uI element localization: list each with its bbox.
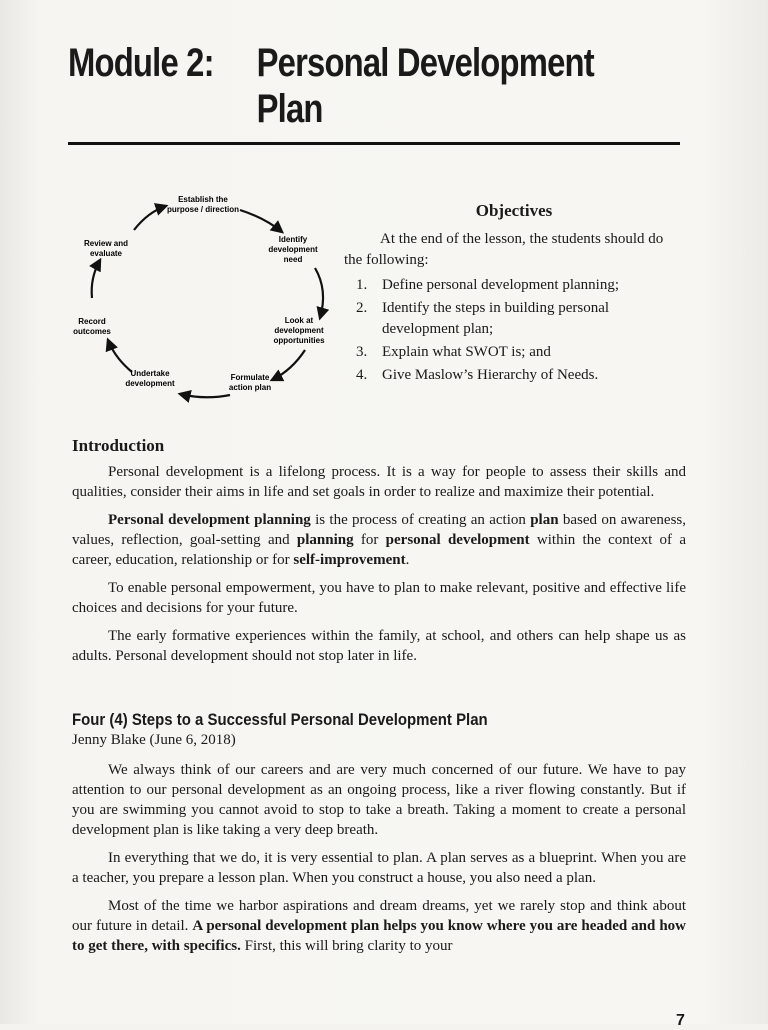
cycle-step-1a: Establish the [178,195,228,204]
title-line-2: Plan [256,87,323,131]
objectives-list [344,275,684,386]
steps-paragraph-1: We always think of our careers and are very much concerned of our future. We have to pay attention to our personal development as an ongoing process, like a river flowing constantly. But if you are swimming you cannot avoid to stop to take a breath. Taking a moment to create a personal development plan is like taking a very deep breath. [72,762,686,838]
cycle-step-6a: Record [78,317,106,326]
objective-item: 4. Give Maslow’s Hierarchy of Needs. [356,367,599,383]
module-label: Module 2: [68,41,214,85]
introduction-paragraph-1: Personal development is a lifelong process. It is a way for people to assess their skills and qualities, consider their aims in life and set goals in order to realize and maximize their potential. [72,464,686,500]
cycle-arrow-6 [92,260,100,298]
cycle-arrow-2 [315,268,323,318]
cycle-step-7b: evaluate [89,249,123,258]
cycle-step-2b: development [268,245,318,254]
objective-item: 2. Identify the steps in building personal development plan; [356,300,610,337]
cycle-step-2c: need [283,255,303,264]
objective-item: 1. Define personal development planning; [356,277,620,293]
cycle-step-3c: opportunities [273,336,325,345]
steps-paragraph-2: In everything that we do, it is very essential to plan. A plan serves as a blueprint. When you are a teacher, you prepare a lesson plan. When you construct a house, you also need a plan. [72,850,686,886]
cycle-step-1b: purpose / direction [166,205,240,214]
title-rule [68,142,680,145]
page-title [68,40,594,132]
cycle-step-5b: development [125,379,175,388]
introduction-paragraph-3: To enable personal empowerment, you have to plan to make relevant, positive and effective life choices and decisions for your future. [72,580,686,616]
steps-byline: Jenny Blake (June 6, 2018) [72,732,236,748]
development-cycle-diagram [70,190,340,410]
cycle-arrow-1 [240,210,282,232]
introduction-paragraph-2: Personal development planning is the process of creating an action plan based on awareness, values, reflection, goal-setting and planning for personal development within the context of a career, education, relationship or for self-improvement. [72,512,687,568]
steps-paragraph-3: Most of the time we harbor aspirations and dream dreams, yet we rarely stop and think about our future in detail. A personal development plan helps you know where you are headed and how to get there, with specifics. First, this will bring clarity to your [72,898,686,954]
objectives-section [344,200,684,388]
cycle-step-4a: Formulate [230,373,270,382]
cycle-arrow-4 [180,394,230,397]
cycle-arrow-5 [108,340,132,372]
page-number: 7 [676,1012,685,1029]
cycle-step-3a: Look at [284,316,314,325]
cycle-arrow-7 [134,206,166,230]
introduction-section [72,436,686,674]
cycle-step-6b: outcomes [73,327,111,336]
objectives-intro: At the end of the lesson, the students should do the following: [344,231,664,268]
cycle-step-4b: action plan [228,383,272,392]
cycle-step-7a: Review and [83,239,129,248]
objectives-title: Objectives [475,201,553,220]
cycle-arrow-3 [272,350,305,380]
title-line-1: Personal Development [256,41,594,85]
steps-section [72,710,686,964]
objective-item: 3. Explain what SWOT is; and [356,344,551,360]
introduction-paragraph-4: The early formative experiences within the family, at school, and others can help shape us as adults. Personal development should not stop later in life. [72,628,686,664]
cycle-step-3b: development [274,326,324,335]
steps-heading: Four (4) Steps to a Successful Personal Development Plan [72,710,488,729]
cycle-step-2a: Identify [278,235,308,244]
introduction-heading: Introduction [72,436,165,455]
cycle-step-5a: Undertake [130,369,170,378]
